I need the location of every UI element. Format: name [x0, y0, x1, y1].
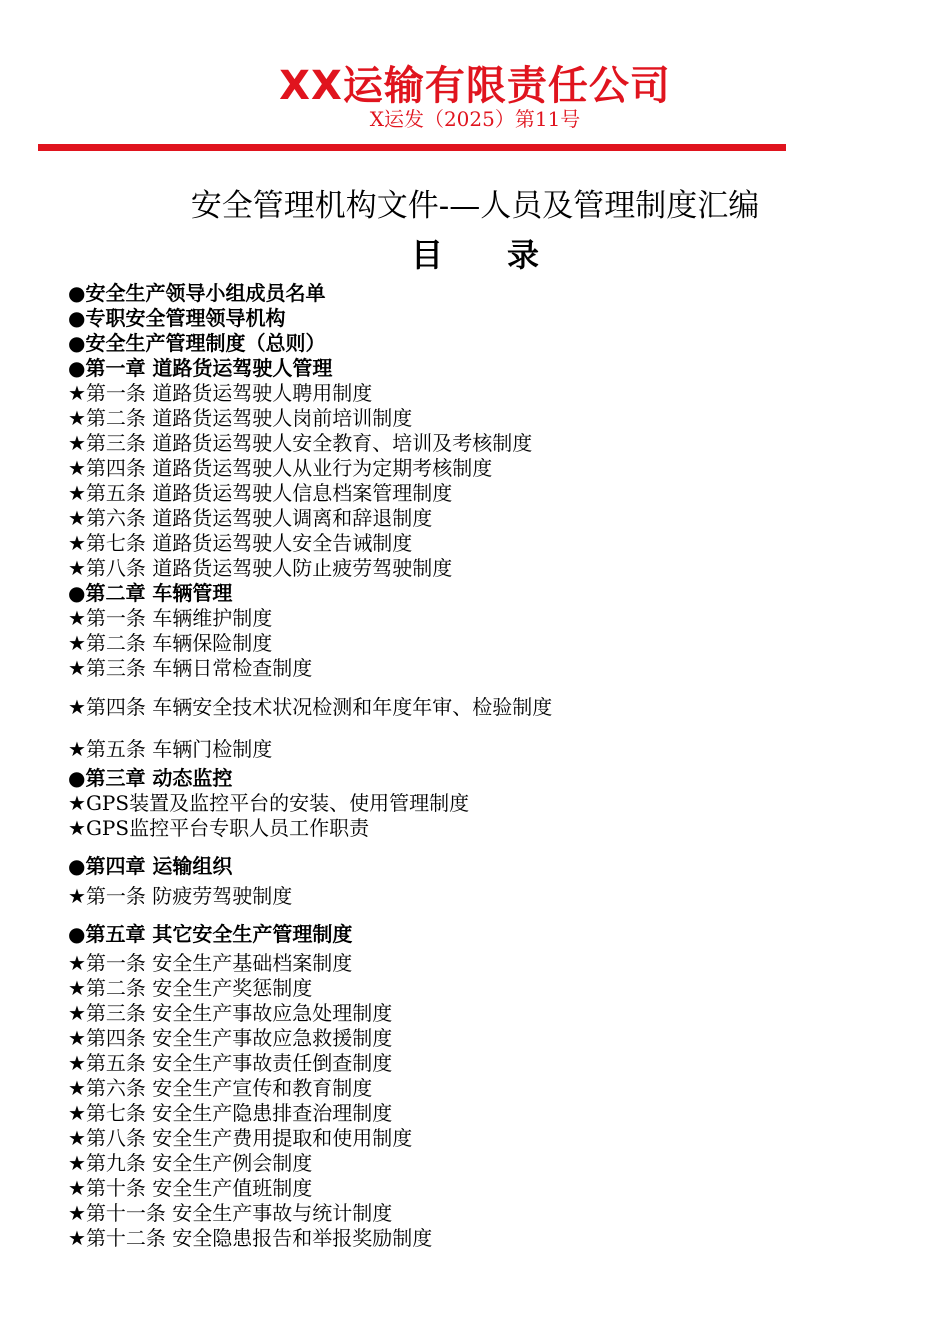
star-icon: ★	[68, 606, 86, 630]
toc-entry	[68, 976, 312, 1001]
star-icon: ★	[68, 481, 86, 505]
toc-entry	[68, 1051, 392, 1076]
toc-entry	[68, 695, 552, 720]
toc-entry-text: GPS装置及监控平台的安装、使用管理制度	[85, 791, 470, 815]
star-icon: ★	[68, 1151, 86, 1175]
star-icon: ★	[68, 1201, 86, 1225]
toc-chapter	[68, 356, 332, 381]
star-icon: ★	[68, 884, 86, 908]
star-icon: ★	[68, 816, 86, 840]
toc-entry	[68, 791, 469, 816]
toc-heading-right: 录	[507, 236, 540, 274]
star-icon: ★	[68, 1026, 86, 1050]
toc-entry	[68, 951, 352, 976]
toc-entry-text: 第三条 道路货运驾驶人安全教育、培训及考核制度	[85, 431, 533, 455]
star-icon: ★	[68, 506, 86, 530]
toc-entry	[68, 1201, 392, 1226]
toc-entry-text: 第一条 防疲劳驾驶制度	[85, 884, 293, 908]
toc-entry	[68, 884, 292, 909]
toc-heading	[0, 234, 950, 276]
toc-entry-text: 第一条 道路货运驾驶人聘用制度	[85, 381, 373, 405]
toc-entry-text: 第九条 安全生产例会制度	[85, 1151, 313, 1175]
bullet-icon: ●	[68, 922, 86, 946]
star-icon: ★	[68, 456, 86, 480]
star-icon: ★	[68, 737, 86, 761]
star-icon: ★	[68, 1001, 86, 1025]
bullet-icon: ●	[68, 854, 86, 878]
star-icon: ★	[68, 1176, 86, 1200]
toc-entry-text: 第五条 道路货运驾驶人信息档案管理制度	[85, 481, 453, 505]
toc-entry	[68, 1026, 392, 1051]
star-icon: ★	[68, 1126, 86, 1150]
red-header-rule	[38, 144, 786, 151]
star-icon: ★	[68, 431, 86, 455]
bullet-icon: ●	[68, 581, 86, 605]
toc-entry	[68, 1151, 312, 1176]
toc-entry	[68, 1176, 312, 1201]
document-title: 安全管理机构文件-—人员及管理制度汇编	[190, 188, 760, 224]
star-icon: ★	[68, 1076, 86, 1100]
toc-chapter	[68, 581, 232, 606]
toc-chapter	[68, 854, 232, 879]
star-icon: ★	[68, 531, 86, 555]
toc-entry-text: 第二条 道路货运驾驶人岗前培训制度	[85, 406, 413, 430]
toc-entry	[68, 606, 272, 631]
toc-entry-text: 第二章 车辆管理	[85, 581, 233, 605]
star-icon: ★	[68, 695, 86, 719]
toc-entry	[68, 1101, 392, 1126]
toc-entry-text: 第二条 安全生产奖惩制度	[85, 976, 313, 1000]
toc-entry	[68, 1226, 432, 1251]
toc-entry	[68, 1126, 412, 1151]
toc-heading-left: 目	[410, 236, 443, 274]
toc-entry-text: 第五章 其它安全生产管理制度	[85, 922, 353, 946]
star-icon: ★	[68, 631, 86, 655]
star-icon: ★	[68, 381, 86, 405]
document-number: X运发（2025）第11号	[369, 107, 581, 131]
toc-entry-text: 第四章 运输组织	[85, 854, 233, 878]
toc-entry-text: 安全生产领导小组成员名单	[85, 281, 326, 305]
bullet-icon: ●	[68, 331, 86, 355]
star-icon: ★	[68, 976, 86, 1000]
star-icon: ★	[68, 951, 86, 975]
toc-entry	[68, 631, 272, 656]
toc-entry-text: 安全生产管理制度（总则）	[85, 331, 326, 355]
toc-entry	[68, 331, 325, 356]
toc-entry	[68, 281, 325, 306]
toc-entry-text: 第八条 道路货运驾驶人防止疲劳驾驶制度	[85, 556, 453, 580]
bullet-icon: ●	[68, 356, 86, 380]
toc-chapter	[68, 766, 232, 791]
bullet-icon: ●	[68, 306, 86, 330]
toc-entry	[68, 481, 452, 506]
toc-entry-text: 第二条 车辆保险制度	[85, 631, 273, 655]
toc-entry-text: 第十二条 安全隐患报告和举报奖励制度	[85, 1226, 433, 1250]
toc-entry	[68, 381, 372, 406]
toc-entry-text: 第四条 车辆安全技术状况检测和年度年审、检验制度	[85, 695, 553, 719]
toc-chapter	[68, 922, 352, 947]
star-icon: ★	[68, 1051, 86, 1075]
toc-entry-text: 第六条 道路货运驾驶人调离和辞退制度	[85, 506, 433, 530]
toc-entry-text: 第一章 道路货运驾驶人管理	[85, 356, 333, 380]
star-icon: ★	[68, 556, 86, 580]
toc-entry-text: GPS监控平台专职人员工作职责	[85, 816, 370, 840]
toc-entry	[68, 1001, 392, 1026]
star-icon: ★	[68, 1226, 86, 1250]
toc-entry-text: 第十一条 安全生产事故与统计制度	[85, 1201, 393, 1225]
company-name: XX运输有限责任公司	[279, 63, 671, 109]
star-icon: ★	[68, 791, 86, 815]
toc-entry-text: 第四条 道路货运驾驶人从业行为定期考核制度	[85, 456, 493, 480]
star-icon: ★	[68, 656, 86, 680]
toc-entry	[68, 816, 369, 841]
toc-entry	[68, 1076, 372, 1101]
toc-entry	[68, 656, 312, 681]
toc-entry	[68, 506, 432, 531]
toc-entry	[68, 737, 272, 762]
toc-entry-text: 第八条 安全生产费用提取和使用制度	[85, 1126, 413, 1150]
toc-entry	[68, 456, 492, 481]
toc-entry	[68, 556, 452, 581]
star-icon: ★	[68, 1101, 86, 1125]
toc-entry-text: 第一条 车辆维护制度	[85, 606, 273, 630]
toc-entry-text: 第五条 安全生产事故责任倒查制度	[85, 1051, 393, 1075]
toc-entry-text: 第五条 车辆门检制度	[85, 737, 273, 761]
toc-entry-text: 第七条 安全生产隐患排查治理制度	[85, 1101, 393, 1125]
toc-entry-text: 第十条 安全生产值班制度	[85, 1176, 313, 1200]
toc-entry	[68, 406, 412, 431]
toc-entry-text: 第六条 安全生产宣传和教育制度	[85, 1076, 373, 1100]
bullet-icon: ●	[68, 766, 86, 790]
toc-entry-text: 第一条 安全生产基础档案制度	[85, 951, 353, 975]
toc-entry-text: 专职安全管理领导机构	[85, 306, 286, 330]
toc-entry-text: 第三章 动态监控	[85, 766, 233, 790]
toc-entry	[68, 306, 285, 331]
toc-entry-text: 第三条 车辆日常检查制度	[85, 656, 313, 680]
toc-entry	[68, 531, 412, 556]
toc-entry-text: 第七条 道路货运驾驶人安全告诫制度	[85, 531, 413, 555]
bullet-icon: ●	[68, 281, 86, 305]
toc-entry	[68, 431, 532, 456]
toc-entry-text: 第三条 安全生产事故应急处理制度	[85, 1001, 393, 1025]
star-icon: ★	[68, 406, 86, 430]
toc-entry-text: 第四条 安全生产事故应急救援制度	[85, 1026, 393, 1050]
